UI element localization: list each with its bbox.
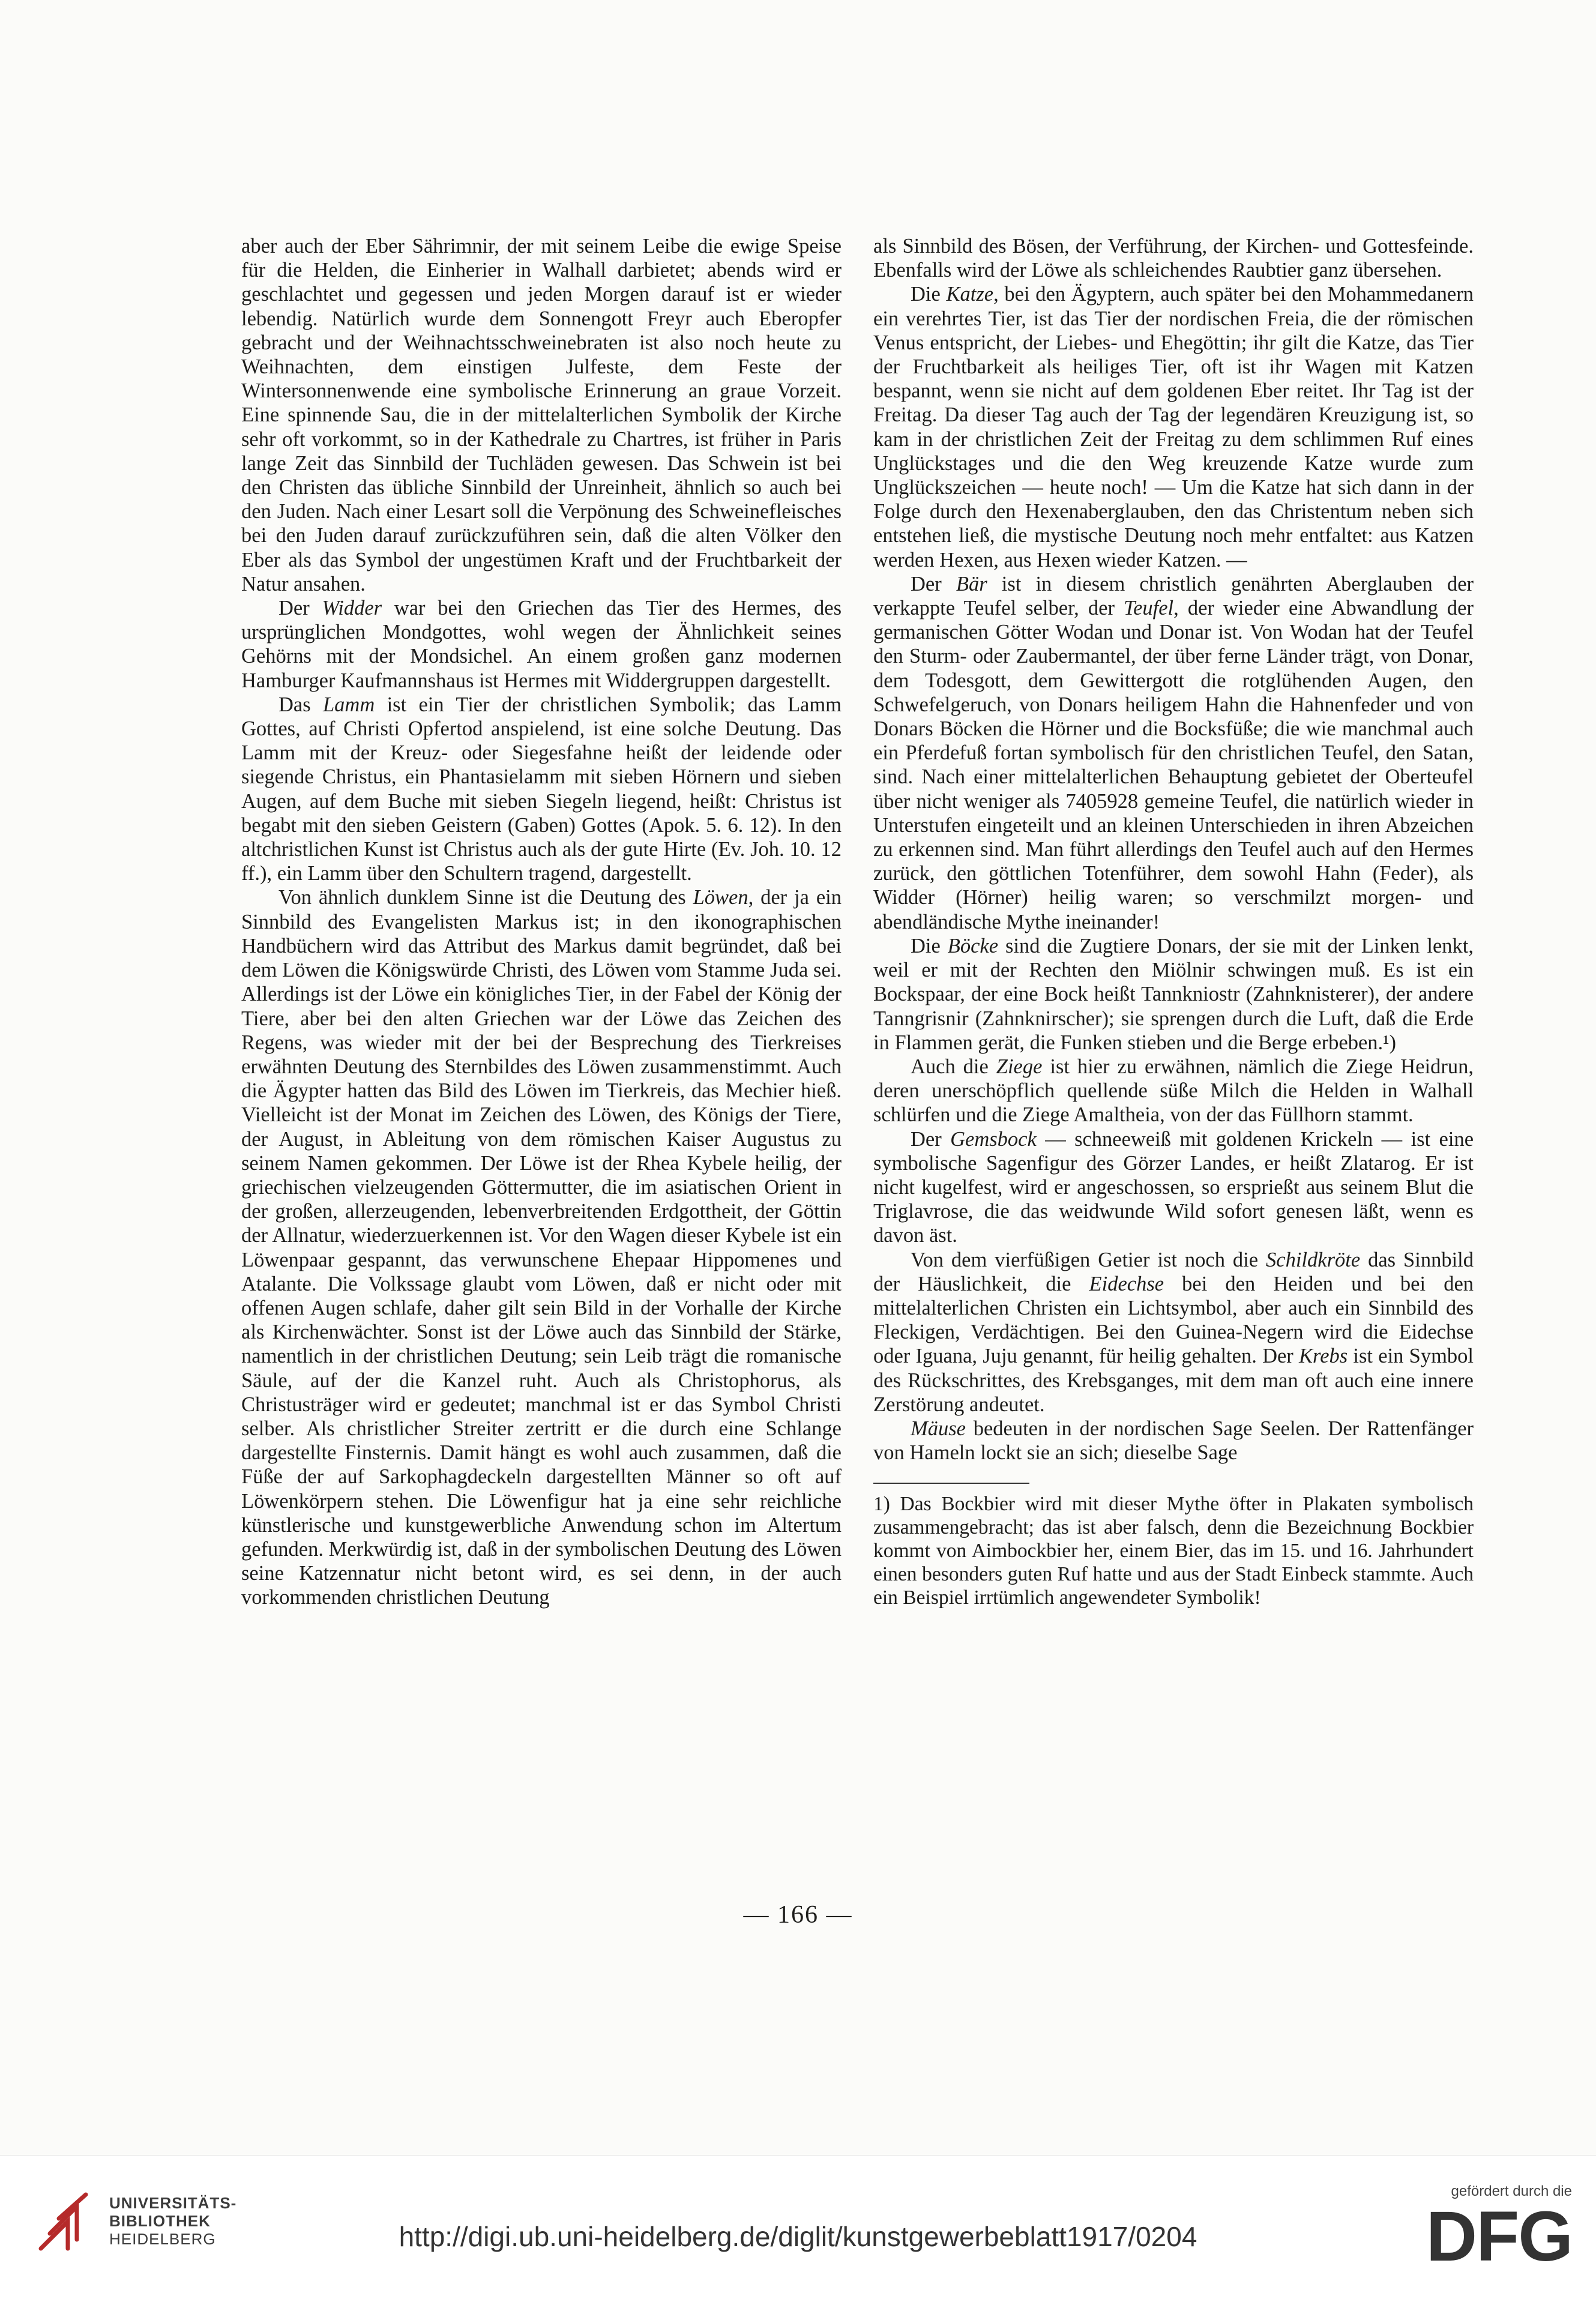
paragraph: Auch die Ziege ist hier zu erwähnen, nämlich die Ziege Heidrun, deren unerschöpflich quellende süße Milch die Helden in Walhall schlürfen und die Ziege Amaltheia, von der das Füllhorn stammt. [873, 1055, 1474, 1127]
dfg-logo: DFG [1426, 2197, 1572, 2276]
page-number: — 166 — [743, 1901, 853, 1929]
paragraph: Der Bär ist in diesem christlich genährten Aberglauben der verkappte Teufel selber, der Teufel, der wieder eine Abwandlung der germanischen Götter Wodan und Donar ist. Von Wodan hat der Teufel den Sturm- oder Zaubermantel, der über ferne Länder trägt, von Donar, dem Todesgott, dem Gewittergott die rotglühenden Augen, den Schwefelgeruch, von Donars heiligem Hahn die Hahnenfeder und von Donars Böcken die Hörner und die Bocksfüße; die wie manchmal auch ein Pferdefuß fortan symbolisch für den christlichen Teufel, den Satan, sind. Nach einer mittelalterlichen Behauptung gebietet der Oberteufel über nicht weniger als 7405928 gemeine Teufel, die natürlich wieder in Unterstufen eingeteilt und an kleinen Unterschieden in ihren Abzeichen zu erkennen sind. Man führt allerdings den Teufel auch auf den Hermes zurück, den göttlichen Totenführer, dem sowohl Hahn (Feder), als Widder (Hörner) heilig waren; so verschmilzt morgen- und abendländische Mythe ineinander! [873, 572, 1474, 933]
library-name-line: BIBLIOTHEK [109, 2212, 211, 2230]
paragraph: Die Katze, bei den Ägyptern, auch später bei den Mohammedanern ein verehrtes Tier, ist das Tier der nordischen Freia, die der römischen Venus entspricht, der Liebes- und Ehegöttin; ihr gilt die Katze, das Tier der Fruchtbarkeit als heiliges Tier, oft ist ihr Wagen mit Katzen bespannt, wenn sie nicht auf dem goldenen Eber reitet. Ihr Tag ist der Freitag. Da dieser Tag auch der Tag der legendären Kreuzigung ist, so kam in der christlichen Zeit der Freitag zu dem schlimmen Ruf eines Unglückstages und die den Weg kreuzende Katze wurde zum Unglückszeichen — heute noch! — Um die Katze hat sich dann in der Folge durch den Hexenaberglauben, den das Christentum neben sich entstehen ließ, die mystische Deutung noch mehr entfaltet: aus Katzen werden Hexen, aus Hexen wieder Katzen. — [873, 283, 1474, 571]
left-column [241, 234, 842, 1610]
paragraph: aber auch der Eber Sährimnir, der mit seinem Leibe die ewige Speise für die Helden, die Einherier in Walhall darbietet; abends wird er geschlachtet und gegessen und jeden Morgen darauf ist er wieder lebendig. Natürlich wurde dem Sonnengott Freyr auch Eberopfer gebracht und der Weihnachtsschweinebraten ist also noch heute zu Weihnachten, dem einstigen Julfeste, dem Feste der Wintersonnenwende eine symbolische Erinnerung an graue Vorzeit. Eine spinnende Sau, die in der mittelalterlichen Symbolik der Kirche sehr oft vorkommt, so in der Kathedrale zu Chartres, ist früher in Paris lange Zeit das Sinnbild der Tuchläden gewesen. Das Schwein ist bei den Christen das übliche Sinnbild der Unreinheit, ähnlich so auch bei den Juden. Nach einer Lesart soll die Verpönung des Schweinefleisches bei den Juden darauf zurückzuführen sein, daß die alten Völker den Eber als das Symbol der ungestümen Kraft und der Fruchtbarkeit der Natur ansahen. [241, 235, 842, 595]
paragraph: Die Böcke sind die Zugtiere Donars, der sie mit der Linken lenkt, weil er mit der Rechten den Miölnir schwingen muß. Es ist ein Bockspaar, der eine Bock heißt Tannkniostr (Zahnknisterer), der andere Tanngrisnir (Zahnknirscher); sie sprengen durch die Luft, daß die Erde in Flammen gerät, die Funken stieben und die Berge erbeben.¹) [873, 934, 1474, 1054]
paragraph: als Sinnbild des Bösen, der Verführung, der Kirchen- und Gottesfeinde. Ebenfalls wird der Löwe als schleichendes Raubtier ganz übersehen. [873, 235, 1474, 282]
dfg-badge [1410, 2183, 1572, 2276]
permalink[interactable]: http://digi.ub.uni-heidelberg.de/diglit/kunstgewerbeblatt1917/0204 [399, 2221, 1197, 2252]
library-name-line: HEIDELBERG [109, 2230, 216, 2248]
paragraph: Der Widder war bei den Griechen das Tier des Hermes, des ursprünglichen Mondgottes, wohl wegen der Ähnlichkeit seines Gehörns mit der Mondsichel. An einem großen ganz modernen Hamburger Kaufmannshaus ist Hermes mit Widdergruppen dargestellt. [241, 597, 842, 692]
footnote: 1) Das Bockbier wird mit dieser Mythe öfter in Plakaten symbolisch zusammengebracht; das ist aber falsch, denn die Bezeichnung Bockbier kommt von Aimbockbier her, einem Bier, das im 15. und 16. Jahrhundert einen besonders guten Ruf hatte und aus der Stadt Einbeck stammte. Auch ein Beispiel irrtümlich angewendeter Symbolik! [873, 1493, 1474, 1609]
right-column [873, 234, 1474, 1609]
library-name-line: UNIVERSITÄTS- [109, 2194, 237, 2212]
paragraph: Das Lamm ist ein Tier der christlichen Symbolik; das Lamm Gottes, auf Christi Opfertod anspielend, ist eine solche Deutung. Das Lamm mit der Kreuz- oder Siegesfahne heißt der leidende oder siegende Christus, ein Phantasielamm mit sieben Hörnern und sieben Augen, auf dem Buche mit sieben Siegeln liegend, heißt: Christus ist begabt mit den sieben Geistern (Gaben) Gottes (Apok. 5. 6. 12). In den altchristlichen Kunst ist Christus auch als der gute Hirte (Ev. Joh. 10. 12 ff.), ein Lamm über den Schultern tragend, dargestellt. [241, 693, 842, 885]
funded-by-caption: gefördert durch die [1451, 2183, 1572, 2199]
paragraph: Von ähnlich dunklem Sinne ist die Deutung des Löwen, der ja ein Sinnbild des Evangelisten Markus ist; in den ikonographischen Handbüchern wird das Attribut des Markus damit begründet, daß bei dem Löwen die Königswürde Christi, des Löwen vom Stamme Juda sei. Allerdings ist der Löwe ein königliches Tier, in der Fabel der König der Tiere, aber bei den alten Griechen war der Löwe das Zeichen des Regens, was wieder mit der bei der Besprechung des Tierkreises erwähnten Deutung des Sternbildes des Löwen zusammenstimmt. Auch die Ägypter hatten das Bild des Löwen im Tierkreis, das Mechier hieß. Vielleicht ist der Monat im Zeichen des Löwen, des Königs der Tiere, der August, in Ableitung von dem römischen Kaiser Augustus zu seinem Namen gekommen. Der Löwe ist der Rhea Kybele heilig, der griechischen vielzeugenden Göttermutter, die im asiatischen Orient in der großen, allerzeugenden, lebenverbreitenden Erdgottheit, der Göttin der Allnatur, wiederzuerkennen ist. Vor den Wagen dieser Kybele ist ein Löwenpaar gespannt, das verwunschene Ehepaar Hippomenes und Atalante. Die Volkssage glaubt vom Löwen, daß er nicht oder mit offenen Augen schlafe, daher gilt sein Bild in der Vorhalle der Kirche als Kirchenwächter. Sonst ist der Löwe auch das Sinnbild der Stärke, namentlich in der christlichen Deutung; sein Leib trägt die romanische Säule, auf der die Kanzel ruht. Auch als Christophorus, als Christusträger wird er gedeutet; manchmal ist er das Symbol Christi selber. Als christlicher Streiter zertritt er die durch eine Schlange dargestellte Finsternis. Damit hängt es wohl auch zusammen, daß die Füße der auf Sarkophagdeckeln dargestellten Männer so oft auf Löwenkörpern stehen. Die Löwenfigur hat ja eine sehr reichliche künstlerische und kunstgewerbliche Anwendung schon im Altertum gefunden. Merkwürdig ist, daß in der symbolischen Deutung des Löwen seine Katzennatur nicht betont wird, es sei denn, in der auch vorkommenden christlichen Deutung [241, 886, 842, 1609]
footnote-divider [873, 1483, 1029, 1484]
logo-stroke [59, 2195, 86, 2219]
footer-bar [0, 2155, 1596, 2308]
paragraph: Der Gemsbock — schneeweiß mit goldenen Krickeln — ist eine symbolische Sagenfigur des Görzer Landes, er heißt Zlatarog. Er ist nicht kugelfest, wird er angeschossen, so ersprießt aus seinem Blut die Triglavrose, die das weidwunde Wild sofort genesen läßt, wenn es davon äst. [873, 1127, 1474, 1247]
paragraph: Von dem vierfüßigen Getier ist noch die Schildkröte das Sinnbild der Häuslichkeit, die Eidechse bei den Heiden und bei den mittelalterlichen Christen ein Lichtsymbol, aber auch ein Sinnbild des Fleckigen, Verdächtigen. Bei den Guinea-Negern wird die Eidechse oder Iguana, Juju genannt, für heilig gehalten. Der Krebs ist ein Symbol des Rückschrittes, des Krebsganges, mit dem man oft auch eine innere Zerstörung andeutet. [873, 1248, 1474, 1416]
paragraph: Mäuse bedeuten in der nordischen Sage Seelen. Der Rattenfänger von Hameln lockt sie an sich; dieselbe Sage [873, 1417, 1474, 1465]
